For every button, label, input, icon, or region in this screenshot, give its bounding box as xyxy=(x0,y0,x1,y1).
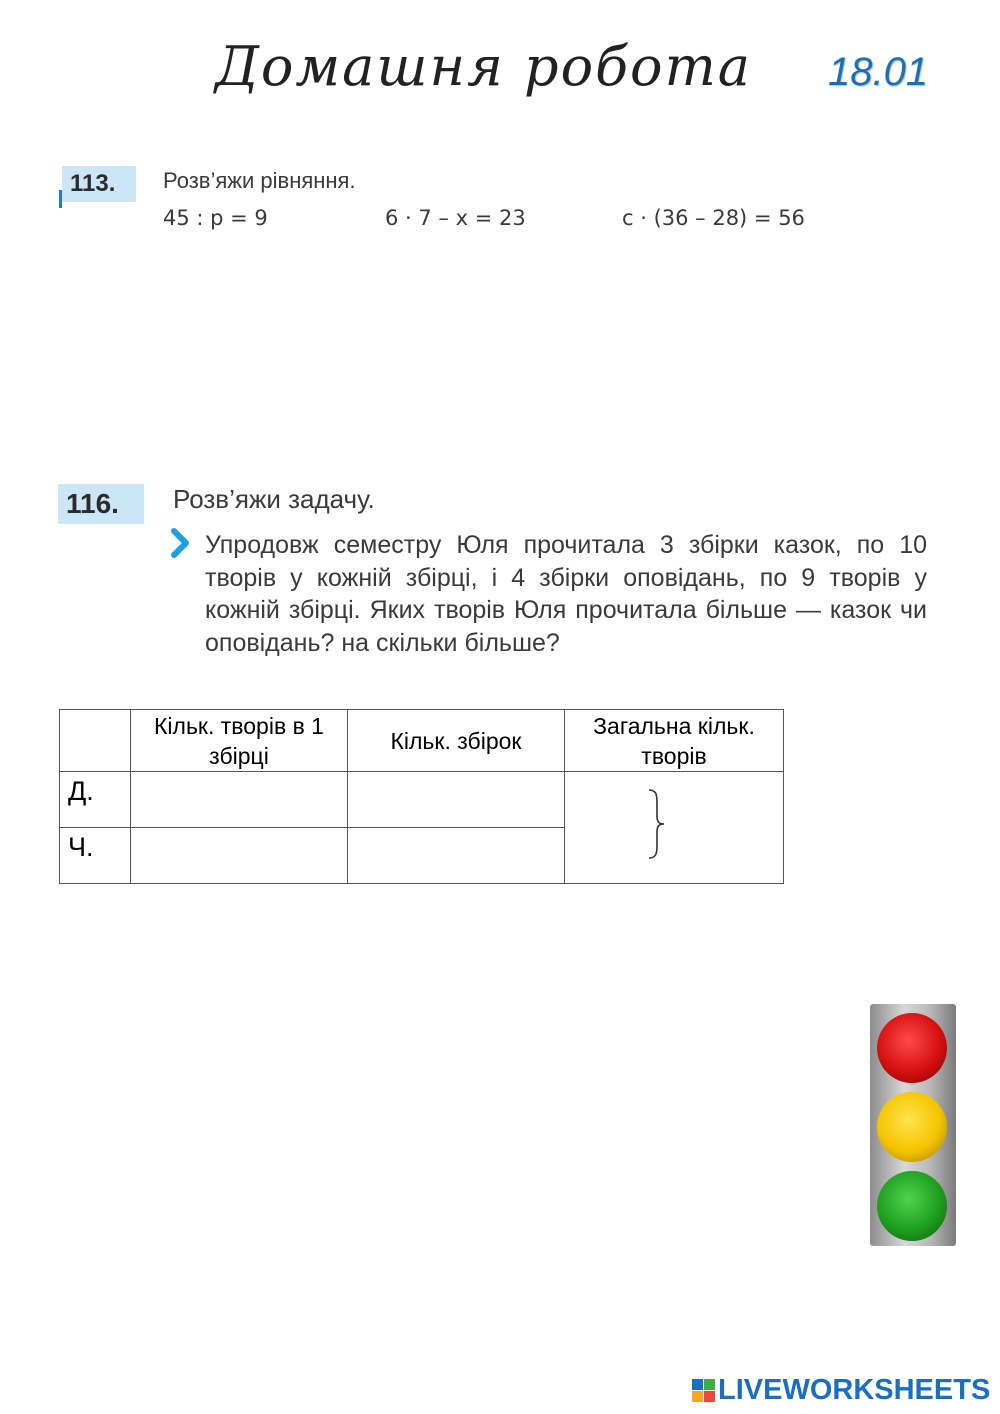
table-header-per-collection: Кільк. творів в 1 збірці xyxy=(131,710,348,772)
problem-statement: Упродовж семестру Юля прочитала 3 збірки казок, по 10 творів у кожній збірці, і 4 збірки оповідань, по 9 творів у кожній збірці. Яких творів Юля прочитала більше — казок чи оповідань? на скільки більше? xyxy=(205,531,927,657)
answer-cell[interactable] xyxy=(348,772,565,828)
traffic-light xyxy=(870,1004,956,1246)
logo-text: LIVEWORKSHEETS xyxy=(718,1373,991,1406)
right-brace-icon xyxy=(647,788,667,860)
answer-input-stories-per-collection[interactable] xyxy=(131,835,342,877)
traffic-light-red-lamp[interactable] xyxy=(877,1013,947,1083)
answer-cell[interactable] xyxy=(131,772,348,828)
answer-cell[interactable] xyxy=(131,828,348,884)
page-title: Домашня робота xyxy=(215,35,752,98)
task-116-heading: Розв’яжи задачу. xyxy=(173,484,375,514)
table-row xyxy=(60,772,784,828)
table-header-row xyxy=(60,710,784,772)
row-label-stories: Ч. xyxy=(60,828,131,884)
liveworksheets-logo xyxy=(692,1374,990,1406)
equation-2: 6 · 7 – x = 23 xyxy=(385,206,526,230)
row-label-fairy-tales: Д. xyxy=(60,772,131,828)
table-header-empty xyxy=(60,710,131,772)
answer-input-fairy-collections[interactable] xyxy=(348,779,559,821)
traffic-light-yellow-lamp[interactable] xyxy=(877,1092,947,1162)
logo-mark-icon xyxy=(692,1379,715,1402)
task-113-marker xyxy=(59,190,62,208)
task-113-heading: Розв’яжи рівняння. xyxy=(163,168,356,193)
task-116-number: 116. xyxy=(58,484,144,524)
table-header-total: Загальна кільк. творів xyxy=(565,710,784,772)
equation-1: 45 : p = 9 xyxy=(163,206,268,230)
total-cell[interactable] xyxy=(565,772,784,884)
answer-input-stories-collections[interactable] xyxy=(348,835,559,877)
task-113-number: 113. xyxy=(62,166,136,202)
equation-3: c · (36 – 28) = 56 xyxy=(622,206,805,230)
date-label: 18.01 xyxy=(828,50,929,94)
chevron-right-icon xyxy=(170,528,192,558)
table-header-collections: Кільк. збірок xyxy=(348,710,565,772)
answer-cell[interactable] xyxy=(348,828,565,884)
data-table xyxy=(59,709,784,884)
answer-input-fairy-per-collection[interactable] xyxy=(131,779,342,821)
traffic-light-green-lamp[interactable] xyxy=(877,1171,947,1241)
